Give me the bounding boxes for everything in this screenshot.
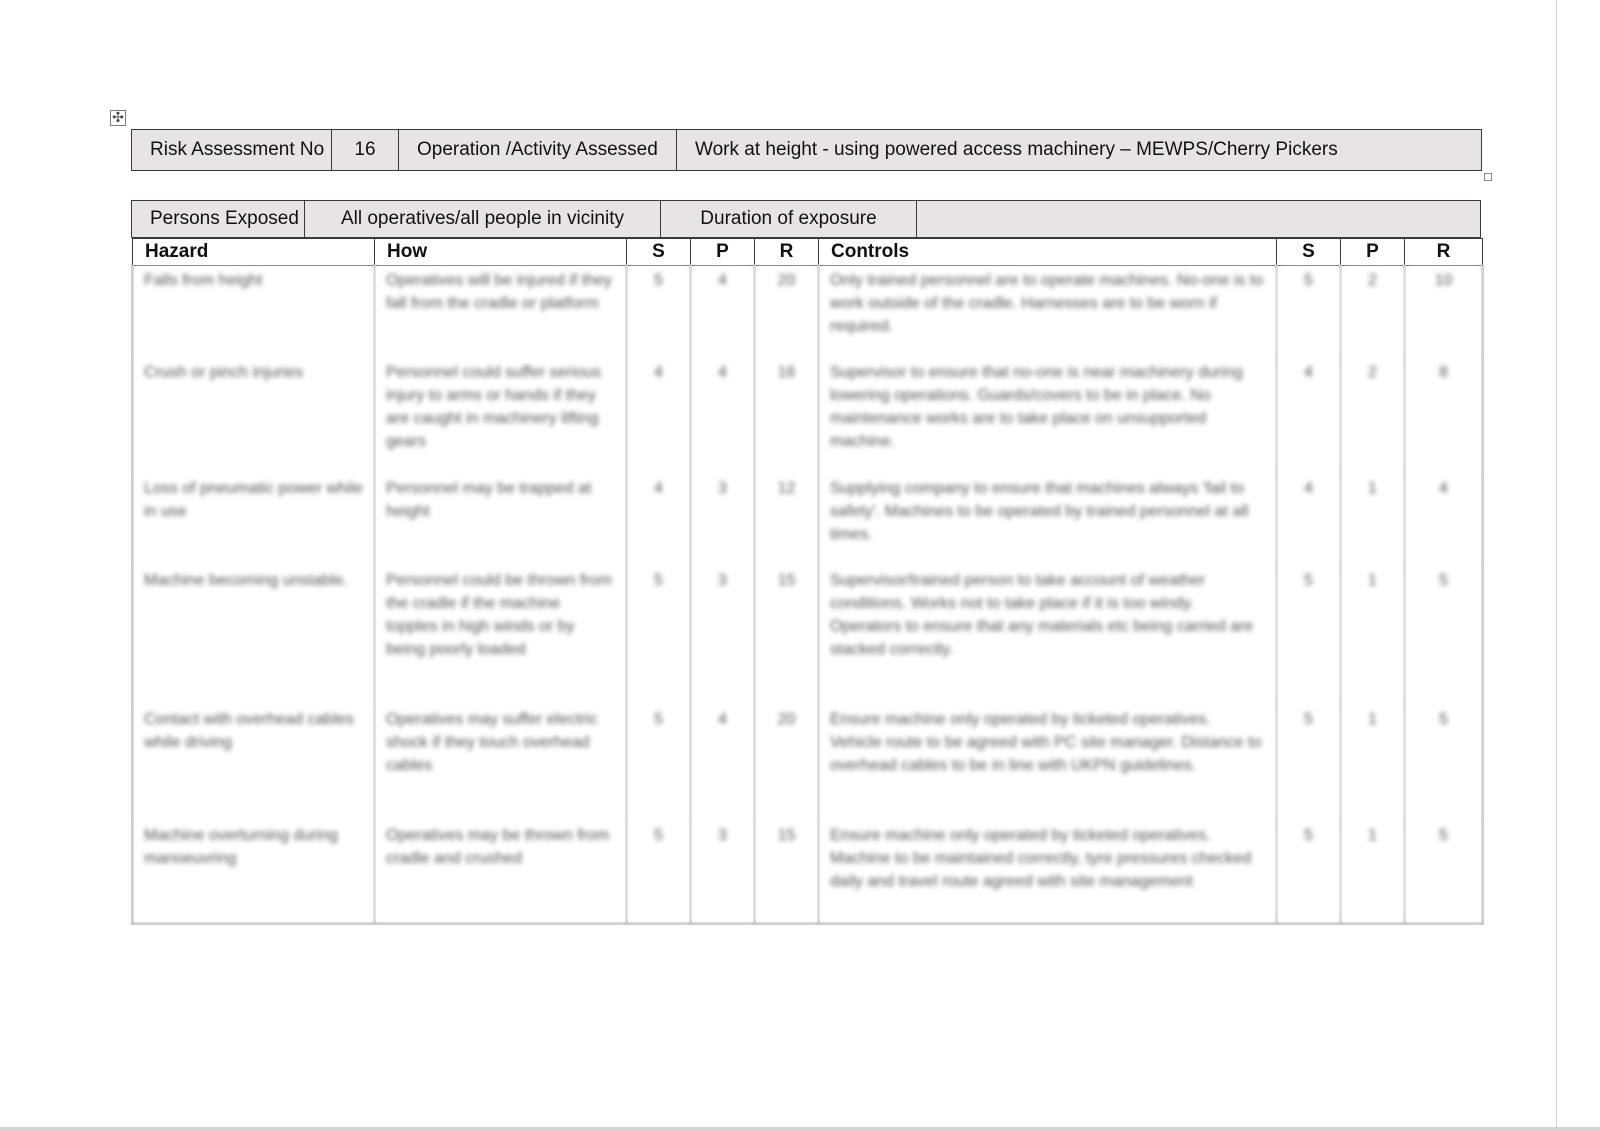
col-residual-risk[interactable]: R xyxy=(1405,239,1483,266)
p2-cell[interactable]: 1 xyxy=(1341,566,1405,705)
duration-value-cell[interactable] xyxy=(917,201,1481,238)
table-resize-handle[interactable] xyxy=(1484,173,1492,181)
duration-label: Duration of exposure xyxy=(700,208,877,229)
duration-label-cell[interactable] xyxy=(661,201,917,238)
how-cell[interactable]: Operatives may be thrown from cradle and crushed xyxy=(375,821,627,924)
persons-label: Persons Exposed xyxy=(150,208,299,229)
p-cell[interactable]: 3 xyxy=(691,821,755,924)
s-cell[interactable]: 5 xyxy=(627,266,691,358)
ra-label: Risk Assessment No xyxy=(150,139,325,160)
how-cell[interactable]: Personnel may be trapped at height xyxy=(375,474,627,566)
r2-cell[interactable]: 4 xyxy=(1405,474,1483,566)
r2-cell[interactable]: 5 xyxy=(1405,566,1483,705)
s2-cell[interactable]: 4 xyxy=(1277,358,1341,474)
s-cell[interactable]: 5 xyxy=(627,821,691,924)
col-severity[interactable]: S xyxy=(627,239,691,266)
hazard-cell[interactable]: Falls from height xyxy=(133,266,375,358)
r2-cell[interactable]: 5 xyxy=(1405,821,1483,924)
p2-cell[interactable]: 2 xyxy=(1341,266,1405,358)
r2-cell[interactable]: 8 xyxy=(1405,358,1483,474)
s2-cell[interactable]: 5 xyxy=(1277,266,1341,358)
r-cell[interactable]: 12 xyxy=(755,474,819,566)
hazard-cell[interactable]: Contact with overhead cables while driving xyxy=(133,705,375,821)
table-row xyxy=(133,821,1483,924)
ra-label-cell[interactable] xyxy=(132,130,332,171)
persons-value: All operatives/all people in vicinity xyxy=(340,208,625,229)
page-edge-bottom xyxy=(0,1127,1600,1131)
p-cell[interactable]: 4 xyxy=(691,705,755,821)
ra-number: 16 xyxy=(354,139,376,160)
p-cell[interactable]: 3 xyxy=(691,566,755,705)
risk-assessment-header-table xyxy=(131,129,1482,171)
exposure-table xyxy=(131,200,1481,238)
r-cell[interactable]: 20 xyxy=(755,266,819,358)
table-row xyxy=(133,474,1483,566)
r2-cell[interactable]: 10 xyxy=(1405,266,1483,358)
p-cell[interactable]: 3 xyxy=(691,474,755,566)
r-cell[interactable]: 15 xyxy=(755,821,819,924)
r-cell[interactable]: 16 xyxy=(755,358,819,474)
s2-cell[interactable]: 5 xyxy=(1277,566,1341,705)
controls-cell[interactable]: Ensure machine only operated by ticketed operatives. Vehicle route to be agreed with PC site manager. Distance to overhead cables to be in line with UKPN guidelines. xyxy=(819,705,1277,821)
persons-label-cell[interactable] xyxy=(132,201,305,238)
r-cell[interactable]: 20 xyxy=(755,705,819,821)
col-residual-probability[interactable]: P xyxy=(1341,239,1405,266)
how-cell[interactable]: Operatives will be injured if they fall from the cradle or platform xyxy=(375,266,627,358)
hazard-cell[interactable]: Machine overturning during manoeuvring xyxy=(133,821,375,924)
how-cell[interactable]: Operatives may suffer electric shock if they touch overhead cables xyxy=(375,705,627,821)
s-cell[interactable]: 4 xyxy=(627,358,691,474)
table-row xyxy=(133,358,1483,474)
col-probability[interactable]: P xyxy=(691,239,755,266)
s2-cell[interactable]: 4 xyxy=(1277,474,1341,566)
col-residual-severity[interactable]: S xyxy=(1277,239,1341,266)
table-move-handle-icon[interactable]: ✣ xyxy=(110,110,126,126)
col-risk[interactable]: R xyxy=(755,239,819,266)
hazard-cell[interactable]: Crush or pinch injuries xyxy=(133,358,375,474)
s2-cell[interactable]: 5 xyxy=(1277,821,1341,924)
how-cell[interactable]: Personnel could suffer serious injury to arms or hands if they are caught in machinery lifting gears xyxy=(375,358,627,474)
controls-cell[interactable]: Supplying company to ensure that machines always 'fail to safety'. Machines to be operated by trained personnel at all times. xyxy=(819,474,1277,566)
r-cell[interactable]: 15 xyxy=(755,566,819,705)
operation-label: Operation /Activity Assessed xyxy=(417,139,658,160)
s-cell[interactable]: 5 xyxy=(627,705,691,821)
table-row xyxy=(133,566,1483,705)
operation-value-cell[interactable] xyxy=(677,130,1482,171)
s-cell[interactable]: 5 xyxy=(627,566,691,705)
s-cell[interactable]: 4 xyxy=(627,474,691,566)
controls-cell[interactable]: Ensure machine only operated by ticketed operatives. Machine to be maintained correctly, tyre pressures checked daily and travel route agreed with site management xyxy=(819,821,1277,924)
table-row xyxy=(133,705,1483,821)
table-header-row xyxy=(133,239,1483,266)
controls-cell[interactable]: Supervisor/trained person to take account of weather conditions. Works not to take place if it is too windy. Operators to ensure that any materials etc being carried are stacked correctly. xyxy=(819,566,1277,705)
s2-cell[interactable]: 5 xyxy=(1277,705,1341,821)
how-cell[interactable]: Personnel could be thrown from the cradle if the machine topples in high winds or by being poorly loaded xyxy=(375,566,627,705)
p2-cell[interactable]: 2 xyxy=(1341,358,1405,474)
p2-cell[interactable]: 1 xyxy=(1341,705,1405,821)
p-cell[interactable]: 4 xyxy=(691,358,755,474)
r2-cell[interactable]: 5 xyxy=(1405,705,1483,821)
operation-label-cell[interactable] xyxy=(399,130,677,171)
col-hazard[interactable]: Hazard xyxy=(133,239,375,266)
col-how[interactable]: How xyxy=(375,239,627,266)
col-controls[interactable]: Controls xyxy=(819,239,1277,266)
p-cell[interactable]: 4 xyxy=(691,266,755,358)
hazard-cell[interactable]: Machine becoming unstable. xyxy=(133,566,375,705)
controls-cell[interactable]: Supervisor to ensure that no-one is near machinery during lowering operations. Guards/covers to be in place. No maintenance works are to take place on unsupported machine. xyxy=(819,358,1277,474)
operation-value: Work at height - using powered access machinery – MEWPS/Cherry Pickers xyxy=(695,139,1338,160)
page-edge xyxy=(1556,0,1557,1131)
hazard-cell[interactable]: Loss of pneumatic power while in use xyxy=(133,474,375,566)
controls-cell[interactable]: Only trained personnel are to operate machines. No-one is to work outside of the cradle. Harnesses are to be worn if required. xyxy=(819,266,1277,358)
persons-value-cell[interactable] xyxy=(305,201,661,238)
ra-number-cell[interactable] xyxy=(332,130,399,171)
hazard-table xyxy=(131,238,1484,925)
table-row xyxy=(133,266,1483,358)
p2-cell[interactable]: 1 xyxy=(1341,821,1405,924)
p2-cell[interactable]: 1 xyxy=(1341,474,1405,566)
